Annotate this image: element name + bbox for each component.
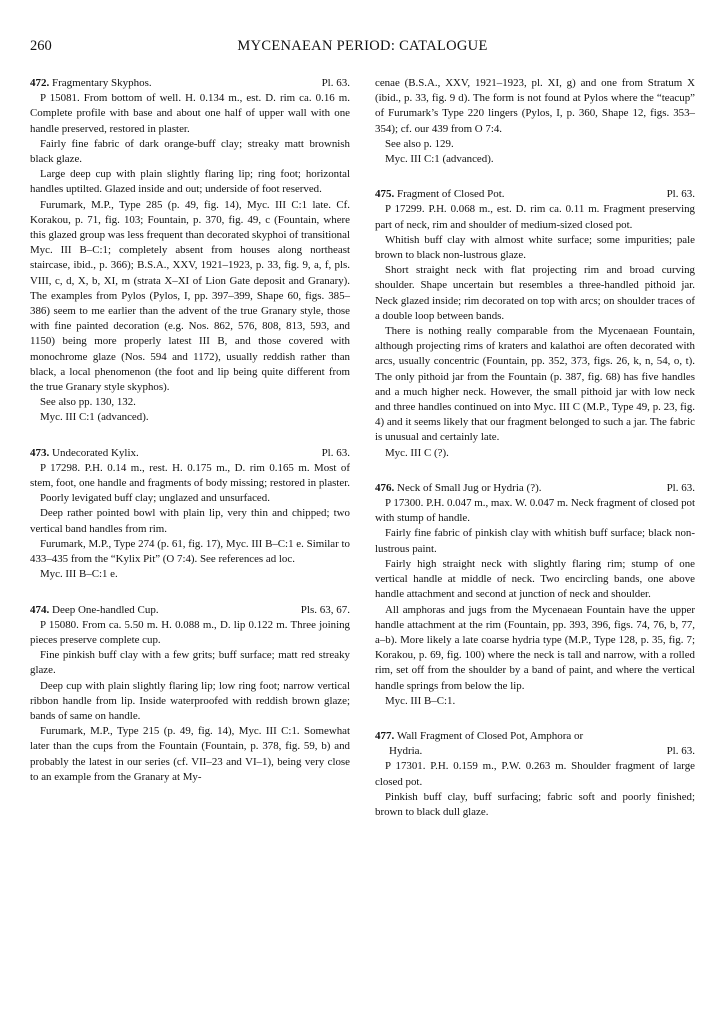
catalogue-entry-474	[30, 603, 350, 785]
plate-reference: Pls. 63, 67.	[300, 603, 350, 616]
plate-reference: Pl. 63.	[321, 446, 350, 459]
entry-paragraph: See also p. 129.	[385, 137, 454, 150]
entry-paragraph: Myc. III B–C:1.	[385, 694, 456, 707]
entry-title-line-2: Hydria.	[389, 745, 423, 758]
entry-paragraph: All amphoras and jugs from the Mycenaean Fountain have the upper handle attachment at the rim (Fountain, pp. 393, 396, figs. 74, 76, b, 77, a–b). More likely a late coarse hydria type (M.P., Type 128, p. 35, fig. 7; Korakou, p. 69, fig. 100) where the neck is tall and narrow, with a rolled rim, set off from the shoulder by a band of paint, and where the vertical handle springs from below the lip.	[375, 603, 695, 692]
left-column	[30, 76, 350, 840]
entry-number: 472.	[30, 77, 50, 89]
entry-paragraph: P 17301. P.H. 0.159 m., P.W. 0.263 m. Shoulder fragment of large closed pot.	[375, 760, 695, 788]
entry-paragraph: Large deep cup with plain slightly flaring lip; ring foot; horizontal handles uptilted. Glazed inside and out; underside of foot reserved.	[30, 168, 350, 196]
entry-paragraph: Myc. III B–C:1 e.	[40, 568, 118, 581]
running-title: MYCENAEAN PERIOD: CATALOGUE	[237, 38, 488, 54]
catalogue-entry-476	[375, 481, 695, 709]
entry-paragraph: Furumark, M.P., Type 215 (p. 49, fig. 14), Myc. III C:1. Somewhat later than the cups from the Fountain (Fountain, p. 378, fig. 59, b) and probably the latest in our series (cf. VII–23 and VI–1), being very close to an example from the Granary at My-	[30, 725, 350, 783]
entry-heading	[375, 481, 695, 496]
entry-heading	[30, 76, 350, 91]
entry-heading	[30, 446, 350, 461]
plate-reference: Pl. 63.	[666, 745, 695, 758]
entry-paragraph: P 17300. P.H. 0.047 m., max. W. 0.047 m. Neck fragment of closed pot with stump of handle.	[375, 497, 695, 525]
entry-paragraph: Fairly fine fabric of dark orange-buff clay; streaky matt brownish black glaze.	[30, 137, 350, 166]
entry-paragraph: Myc. III C:1 (advanced).	[40, 411, 149, 424]
entry-number: 473.	[30, 446, 50, 459]
entry-paragraph: See also pp. 130, 132.	[40, 396, 136, 409]
entry-number: 476.	[375, 481, 395, 494]
plate-reference: Pl. 63.	[666, 188, 695, 201]
entry-title: Deep One-handled Cup.	[52, 603, 159, 616]
entry-title: Neck of Small Jug or Hydria (?).	[397, 481, 542, 494]
catalogue-entry-477	[375, 729, 695, 820]
entry-number: 474.	[30, 603, 50, 616]
page-number: 260	[30, 38, 52, 54]
catalogue-entry-472	[30, 76, 350, 426]
entry-title-line-1: Wall Fragment of Closed Pot, Amphora or	[396, 729, 584, 742]
entry-paragraph: P 17298. P.H. 0.14 m., rest. H. 0.175 m., D. rim 0.165 m. Most of stem, foot, one handle and fragments of body missing; restored in plaster.	[30, 461, 350, 490]
entry-heading	[375, 187, 695, 202]
page-header	[30, 38, 695, 60]
plate-reference: Pl. 63.	[321, 77, 350, 89]
plate-reference: Pl. 63.	[666, 481, 695, 494]
entry-paragraph: Furumark, M.P., Type 285 (p. 49, fig. 14), Myc. III C:1 late. Cf. Korakou, p. 71, fig. 103; Fountain, p. 370, fig. 49, c (Fountain, where this glazed group was less frequent than decorated skyphoi of transitional Myc. III B–C:1; completely absent from houses along northeast staircase, ibid., p. 366); B.S.A., XXV, 1921–1923, p. 33, fig. 9, a, f, pls. VIII, c, d, X, b, XI, m (strata X–XI of Lion Gate deposit and Granary). The examples from Pylos (Pylos, I, pp. 397–399, Shape 60, figs. 385–386) seem to me earlier than the advent of the true Granary style, those with fine painted decoration (e.g. Nos. 862, 576, 808, 813, 593, and 1150) being more properly latest III B, and those covered with monochrome glaze (Nos. 594 and 1172), usually reddish rather than black, a local phenomenon (the foot and lip being quite different from the true Granary style skyphos).	[30, 198, 350, 394]
entry-number: 477.	[375, 729, 395, 742]
page	[30, 38, 695, 818]
entry-paragraph: Pinkish buff clay, buff surfacing; fabric soft and poorly finished; brown to black dull glaze.	[375, 790, 695, 818]
entry-paragraph: Fine pinkish buff clay with a few grits; buff surface; matt red streaky glaze.	[30, 649, 350, 677]
entry-paragraph: Fairly high straight neck with slightly flaring rim; stump of one vertical handle at middle of neck. Two encircling bands, one above handle attachment and second at junction of neck and shoulder.	[375, 557, 695, 601]
entry-number: 475.	[375, 188, 395, 201]
entry-paragraph: Fairly fine fabric of pinkish clay with whitish buff surface; black non-lustrous paint.	[375, 527, 695, 555]
entry-paragraph: There is nothing really comparable from the Mycenaean Fountain, although projecting rims of kraters and kalathoi are often decorated with arcs, usually concentric (Fountain, pp. 352, 373, figs. 26, k, n, 54, o, t). The only pithoid jar from the Fountain (p. 387, fig. 68) has five handles and a much higher neck. However, the small pithoid jar with low neck and three handles continued on into Myc. III C (M.P., Type 49, p. 23, fig. 4) and it seems likely that our fragment belonged to such a jar. The fabric is unusual and certainly late.	[375, 325, 695, 444]
entry-paragraph: Myc. III C:1 (advanced).	[385, 153, 494, 166]
entry-paragraph: P 15081. From bottom of well. H. 0.134 m., est. D. rim ca. 0.16 m. Complete profile with base and about one half of upper wall with one handle preserved, restored in plaster.	[30, 92, 350, 135]
entry-paragraph: Deep rather pointed bowl with plain lip, very thin and chipped; two vertical band handles from rim.	[30, 507, 350, 535]
catalogue-entry-474-continued	[375, 76, 695, 167]
entry-title: Undecorated Kylix.	[52, 446, 139, 459]
two-column-body	[30, 76, 695, 840]
entry-paragraph: P 17299. P.H. 0.068 m., est. D. rim ca. 0.11 m. Fragment preserving part of neck, rim and shoulder of medium-sized closed pot.	[375, 203, 695, 231]
entry-heading	[30, 603, 350, 618]
entry-title: Fragmentary Skyphos.	[52, 77, 152, 89]
entry-paragraph: Deep cup with plain slightly flaring lip; low ring foot; narrow vertical ribbon handle from lip. Inside waterproofed with reddish brown glaze; bands of same on handle.	[30, 679, 350, 722]
entry-heading	[375, 729, 695, 759]
entry-paragraph: Poorly levigated buff clay; unglazed and unsurfaced.	[40, 492, 270, 505]
entry-paragraph: Furumark, M.P., Type 274 (p. 61, fig. 17), Myc. III B–C:1 e. Similar to 433–435 from the “Kylix Pit” (O 7:4). See references ad loc.	[30, 537, 350, 566]
entry-paragraph: cenae (B.S.A., XXV, 1921–1923, pl. XI, g) and one from Stratum X (ibid., p. 33, fig. 9 d). The form is not found at Pylos where the “teacup” of Furumark’s Type 220 lingers (Pylos, I, p. 360, Shape 12, figs. 353–354); cf. our 439 from O 7:4.	[375, 77, 695, 135]
entry-title: Fragment of Closed Pot.	[397, 188, 505, 201]
entry-paragraph: P 15080. From ca. 5.50 m. H. 0.088 m., D. lip 0.122 m. Three joining pieces preserve complete cup.	[30, 618, 350, 646]
catalogue-entry-473	[30, 446, 350, 583]
catalogue-entry-475	[375, 187, 695, 461]
entry-paragraph: Short straight neck with flat projecting rim and broad curving shoulder. Shape uncertain but resembles a three-handled pithoid jar. Neck glazed inside; rim decorated on top with arcs; on shoulder traces of a double loop between bands.	[375, 264, 695, 322]
entry-paragraph: Whitish buff clay with almost white surface; some impurities; pale brown to black non-lustrous glaze.	[375, 233, 695, 262]
entry-paragraph: Myc. III C (?).	[385, 446, 449, 459]
right-column	[375, 76, 695, 840]
